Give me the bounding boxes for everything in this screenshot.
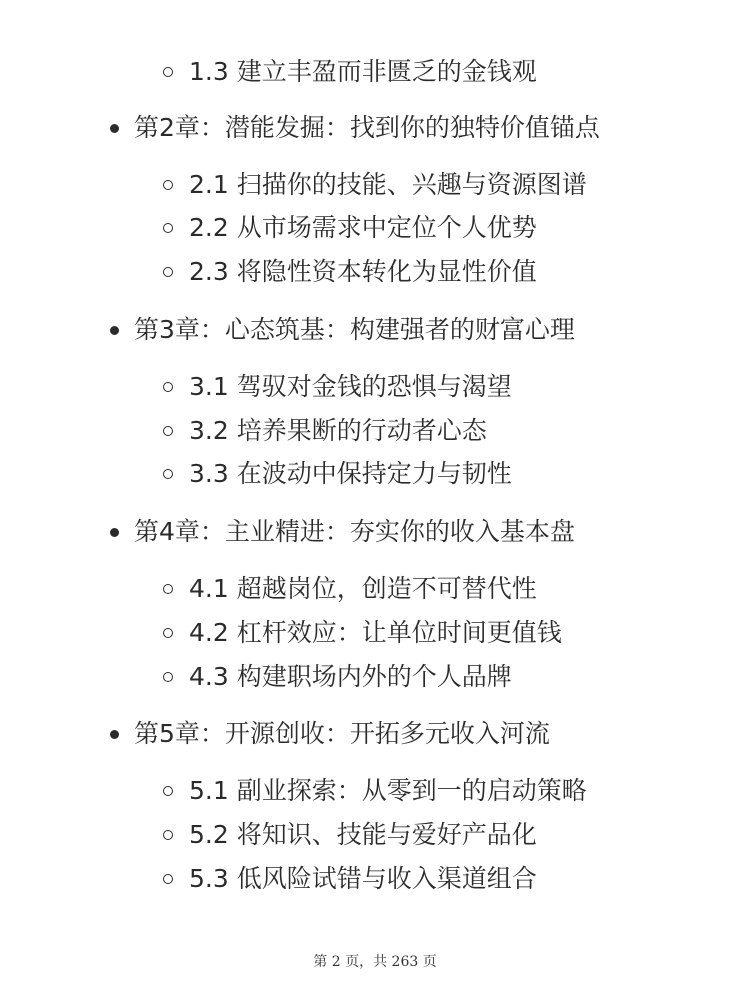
- hollow-bullet-icon: [163, 267, 173, 277]
- toc-section-title: 2.2 从市场需求中定位个人优势: [189, 213, 537, 242]
- toc-section-title: 3.1 驾驭对金钱的恐惧与渴望: [189, 372, 512, 401]
- toc-section-title: 4.1 超越岗位，创造不可替代性: [189, 574, 537, 603]
- hollow-bullet-icon: [163, 67, 173, 77]
- toc-section-title: 3.2 培养果断的行动者心态: [189, 416, 487, 445]
- toc-section-title: 2.1 扫描你的技能、兴趣与资源图谱: [189, 170, 587, 199]
- toc-section-title: 2.3 将隐性资本转化为显性价值: [189, 257, 537, 286]
- filled-bullet-icon: [110, 730, 119, 739]
- toc-section-title: 5.3 低风险试错与收入渠道组合: [189, 864, 537, 893]
- toc-section-title: 3.3 在波动中保持定力与韧性: [189, 459, 512, 488]
- toc-chapter-title: 第2章：潜能发掘：找到你的独特价值锚点: [134, 113, 600, 142]
- toc-chapter-title: 第3章：心态筑基：构建强者的财富心理: [134, 315, 575, 344]
- hollow-bullet-icon: [163, 426, 173, 436]
- hollow-bullet-icon: [163, 469, 173, 479]
- filled-bullet-icon: [110, 326, 119, 335]
- toc-chapter-title: 第5章：开源创收：开拓多元收入河流: [134, 719, 550, 748]
- hollow-bullet-icon: [163, 382, 173, 392]
- hollow-bullet-icon: [163, 628, 173, 638]
- hollow-bullet-icon: [163, 180, 173, 190]
- hollow-bullet-icon: [163, 786, 173, 796]
- toc-section-title: 5.1 副业探索：从零到一的启动策略: [189, 776, 587, 805]
- hollow-bullet-icon: [163, 584, 173, 594]
- hollow-bullet-icon: [163, 874, 173, 884]
- filled-bullet-icon: [110, 528, 119, 537]
- toc-section-title: 1.3 建立丰盈而非匮乏的金钱观: [189, 57, 537, 86]
- toc-section-title: 5.2 将知识、技能与爱好产品化: [189, 820, 537, 849]
- toc-section-title: 4.2 杠杆效应：让单位时间更值钱: [189, 618, 562, 647]
- toc-section-title: 4.3 构建职场内外的个人品牌: [189, 662, 512, 691]
- page-number: 第 2 页，共 263 页: [313, 954, 437, 970]
- filled-bullet-icon: [110, 124, 119, 133]
- toc-chapter-title: 第4章：主业精进：夯实你的收入基本盘: [134, 517, 575, 546]
- hollow-bullet-icon: [163, 672, 173, 682]
- hollow-bullet-icon: [163, 223, 173, 233]
- hollow-bullet-icon: [163, 830, 173, 840]
